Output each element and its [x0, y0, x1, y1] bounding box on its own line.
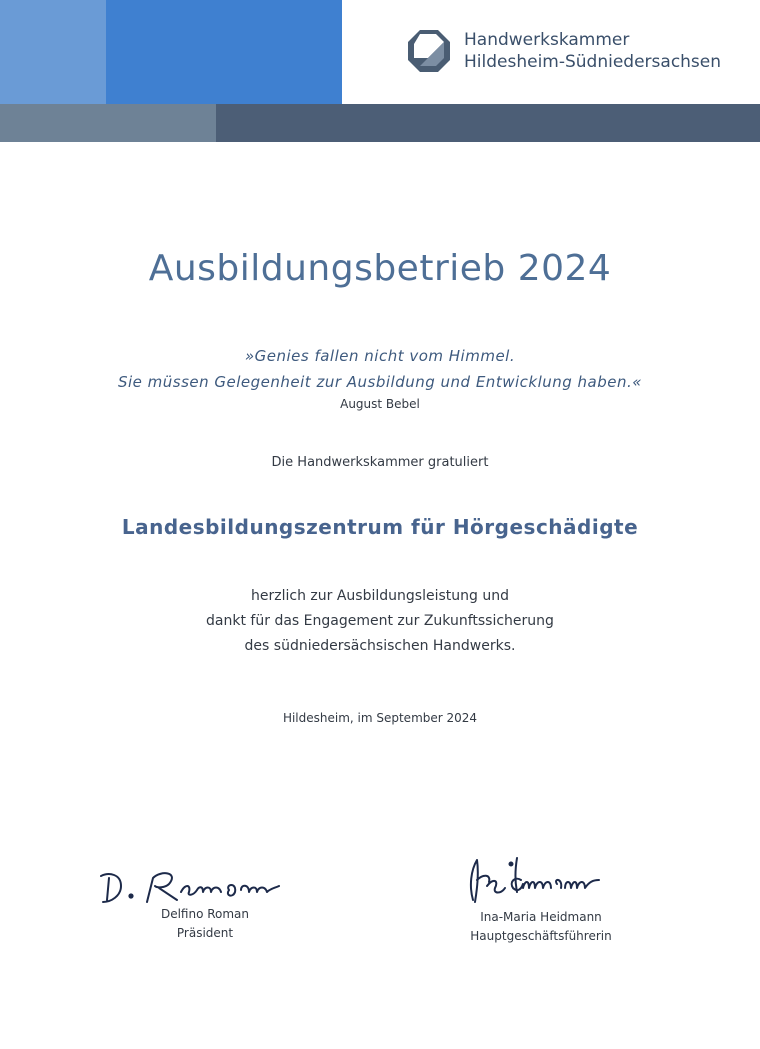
place-date: Hildesheim, im September 2024 — [282, 711, 478, 725]
signer-name-director: Ina-Maria Heidmann — [480, 910, 602, 924]
banner-block-blue — [106, 0, 342, 104]
organization-name-line2: Hildesheim-Südniedersachsen — [464, 52, 722, 72]
thanks-line-1: herzlich zur Ausbildungsleistung und — [251, 588, 509, 604]
signature-heidmann-image — [465, 850, 610, 908]
signer-role-president: Präsident — [176, 926, 234, 940]
signature-block-president — [105, 905, 305, 943]
signature-roman-image — [95, 862, 285, 910]
thanks-text — [0, 584, 760, 659]
organization-name — [464, 29, 721, 73]
congratulation-text: Die Handwerkskammer gratuliert — [271, 455, 489, 470]
certificate-title: Ausbildungsbetrieb 2024 — [148, 248, 612, 289]
banner-stripe-slate — [0, 104, 216, 142]
banner-block-light-blue — [0, 0, 106, 104]
quote — [0, 343, 760, 395]
thanks-line-2: dankt für das Engagement zur Zukunftssicherung — [206, 613, 554, 629]
quote-line-1: »Genies fallen nicht vom Himmel. — [244, 347, 516, 365]
organization-name-line1: Handwerkskammer — [464, 30, 630, 50]
thanks-line-3: des südniedersächsischen Handwerks. — [244, 638, 516, 654]
signer-name-president: Delfino Roman — [160, 907, 250, 921]
banner-stripe-dark-slate — [216, 104, 760, 142]
quote-author: August Bebel — [340, 397, 420, 411]
signature-block-director — [436, 908, 646, 946]
recipient-name: Landesbildungszentrum für Hörgeschädigte — [121, 515, 639, 539]
signer-role-director: Hauptgeschäftsführerin — [470, 929, 612, 943]
header-banner — [0, 0, 760, 142]
quote-line-2: Sie müssen Gelegenheit zur Ausbildung und Entwicklung haben.« — [117, 373, 643, 391]
chamber-logo-icon — [408, 30, 450, 72]
